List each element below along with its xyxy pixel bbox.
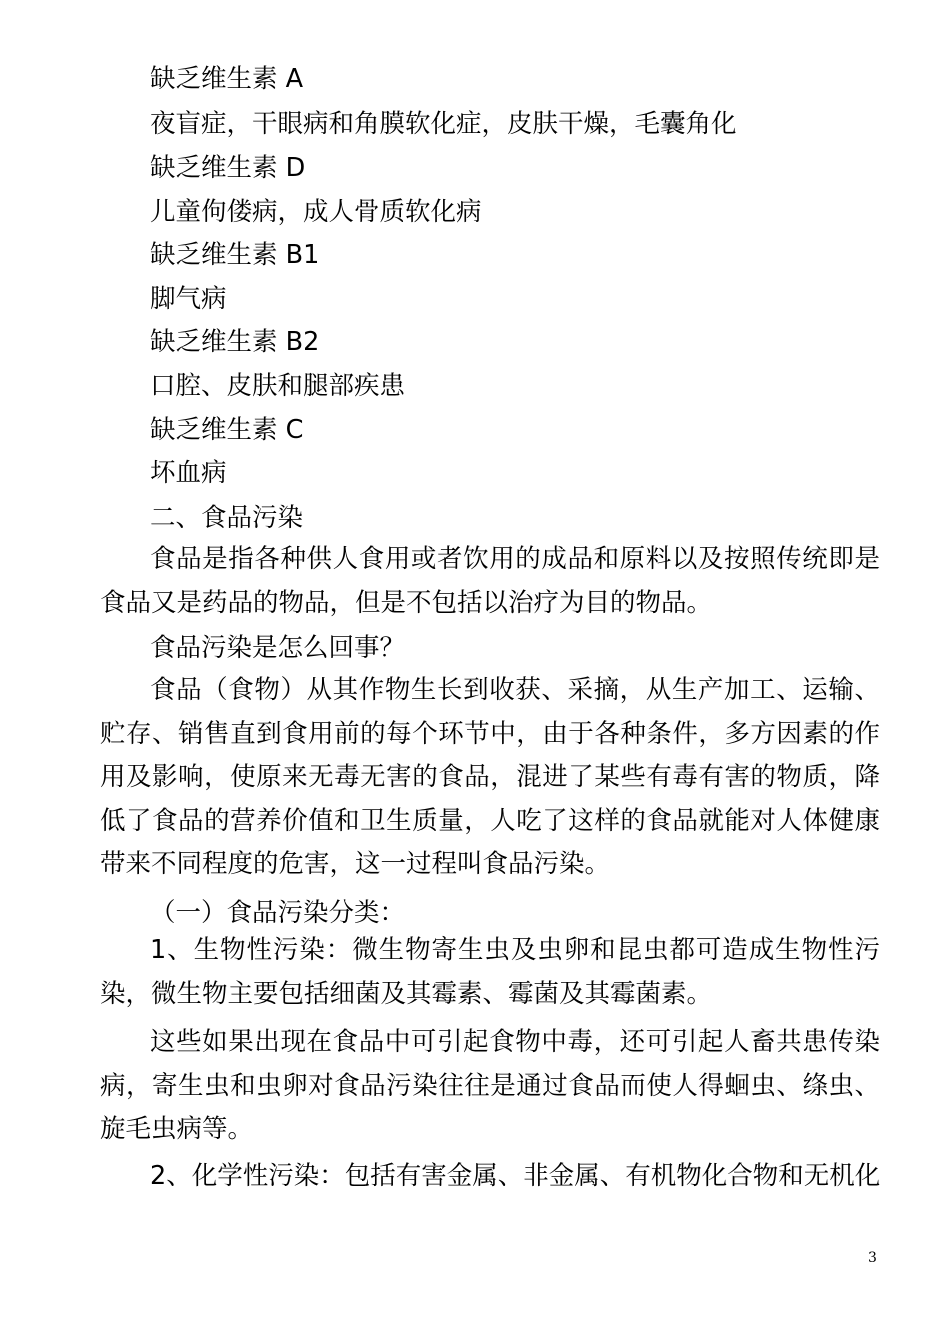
page-number: 3 xyxy=(868,1250,877,1266)
vitamin-c-deficiency-symptoms: 坏血病 xyxy=(150,458,227,488)
vitamin-d-deficiency-label: 缺乏维生素 D xyxy=(150,153,306,183)
vitamin-b2-deficiency-label: 缺乏维生素 B2 xyxy=(150,327,320,357)
vitamin-a-deficiency-symptoms: 夜盲症，干眼病和角膜软化症，皮肤干燥，毛囊角化 xyxy=(150,109,737,139)
vitamin-b2-deficiency-symptoms: 口腔、皮肤和腿部疾患 xyxy=(150,371,406,401)
food-definition-paragraph: 食品是指各种供人食用或者饮用的成品和原料以及按照传统即是食品又是药品的物品，但是不包括以治疗为目的物品。 xyxy=(100,544,880,618)
vitamin-b1-deficiency-label: 缺乏维生素 B1 xyxy=(150,240,320,270)
vitamin-d-deficiency-symptoms: 儿童佝偻病，成人骨质软化病 xyxy=(150,197,482,227)
chemical-contamination-paragraph-start: 2、化学性污染：包括有害金属、非金属、有机物化合物和无机化 xyxy=(150,1161,881,1191)
food-contamination-explanation: 食品（食物）从其作物生长到收获、采摘，从生产加工、运输、贮存、销售直到食用前的每个环节中，由于各种条件，多方因素的作用及影响，使原来无毒无害的食品，混进了某些有毒有害的物质，降低了食品的营养价值和卫生质量，人吃了这样的食品就能对人体健康带来不同程度的危害，这一过程叫食品污染。 xyxy=(100,675,880,879)
contamination-consequence-paragraph: 这些如果出现在食品中可引起食物中毒，还可引起人畜共患传染病，寄生虫和虫卵对食品污染往往是通过食品而使人得蛔虫、绦虫、旋毛虫病等。 xyxy=(100,1027,880,1144)
food-contamination-question: 食品污染是怎么回事？ xyxy=(150,633,406,663)
subsection-heading-contamination-types: （一）食品污染分类： xyxy=(150,898,406,928)
vitamin-a-deficiency-label: 缺乏维生素 A xyxy=(150,64,304,94)
section-heading-food-contamination: 二、食品污染 xyxy=(150,503,304,533)
vitamin-c-deficiency-label: 缺乏维生素 C xyxy=(150,415,304,445)
vitamin-b1-deficiency-symptoms: 脚气病 xyxy=(150,284,227,314)
biological-contamination-paragraph: 1、生物性污染：微生物寄生虫及虫卵和昆虫都可造成生物性污染，微生物主要包括细菌及其霉素、霉菌及其霉菌素。 xyxy=(100,935,880,1009)
